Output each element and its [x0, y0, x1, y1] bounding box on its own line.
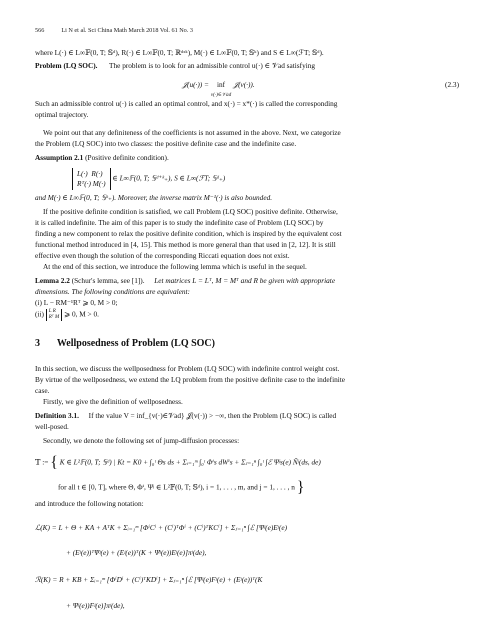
para-if-2: it is called indefinite. The aim of this paper is to study the indefinite case of Problem (LQ SOC) by — [35, 218, 324, 227]
para-section-4: Firstly, we give the definition of wellposedness. — [43, 397, 183, 406]
notation-L-line-1: ℒ(K) = L + Θ + KA + AᵀK + Σᵢ₌₁ᵐ [ΦⁱCⁱ + (Cⁱ)ᵀΦⁱ + (Cⁱ)ᵀKCⁱ] + Σⱼ₌₁ⁿ ∫ℰ [Ψʲ(e)Eʲ(e) — [35, 523, 288, 532]
lemma-matrix — [46, 309, 62, 321]
para-secondly: Secondly, we denote the following set of jump-diffusion processes: — [43, 436, 240, 445]
section-heading — [35, 339, 459, 348]
para-if-6: At the end of this section, we introduce the following lemma which is useful in the sequel. — [43, 262, 307, 271]
lemma-label: Lemma 2.2 — [35, 276, 70, 285]
page-number: 566 — [35, 27, 45, 34]
matrix-a22: M(·) — [92, 179, 106, 188]
section-title: Wellposedness of Problem (LQ SOC) — [56, 338, 215, 349]
notation-R-line-1: ℛ(K) = R + KB + Σᵢ₌₁ᵐ [ΦⁱDⁱ + (Cⁱ)ᵀKDⁱ] + Σⱼ₌₁ⁿ ∫ℰ [Ψʲ(e)Fʲ(e) + (Eʲ(e))ᵀ(K — [35, 575, 263, 584]
notation-L-line-2: + (Eʲ(e))ᵀΨʲ(e) + (Eʲ(e))ᵀ(K + Ψʲ(e))Eʲ(e)]πʲ(de), — [66, 548, 207, 557]
assumption-title: (Positive definite condition). — [85, 153, 169, 162]
lemma-text-1: Let matrices L = Lᵀ, M = Mᵀ and R be given with appropriate — [154, 276, 336, 285]
para-section-2: By virtue of the wellposedness, we extend the LQ problem from the positive definite case to the indefinite — [35, 375, 346, 384]
lemma-text-2: dimensions. The following conditions are equivalent: — [35, 287, 190, 296]
lemma-m21: Rᵀ — [48, 315, 54, 320]
set-lhs: 𝕋 := — [35, 457, 49, 467]
set-cond: for all t ∈ [0, T], where Θ, Φⁱ, Ψʲ ∈ L²𝔽(0, T; 𝕊ᵈ), i = 1, . . . , m, and j = 1, . . . , n — [58, 482, 295, 492]
para-point-out-1: We point out that any definiteness of the coefficients is not assumed in the above. Next, we categorize — [43, 128, 341, 137]
eq23-lhs: 𝒥(u(·)) = — [182, 80, 209, 89]
assumption-matrix — [72, 168, 225, 190]
equation-2-3 — [182, 80, 255, 99]
assumption-tail: and M(·) ∈ L∞𝔽(0, T; 𝕊ᵏ₊). Moreover, the inverse matrix M⁻¹(·) is also bounded. — [35, 193, 273, 202]
lemma-m12: R — [52, 309, 56, 314]
lemma-m11: L — [48, 309, 52, 314]
lemma-item2-post: ⩾ 0, M > 0. — [64, 309, 99, 319]
matrix-rhs: ∈ L∞𝔽(0, T; 𝕊ᵈ⁺ᵏ₊), S ∈ L∞(ℱT; 𝕊ᵈ₊) — [112, 173, 226, 183]
problem-text: The problem is to look for an admissible control u(·) ∈ 𝒱ad satisfying — [109, 61, 316, 70]
para-section-3: case. — [35, 386, 50, 395]
set-condition — [58, 479, 304, 497]
para-introduce: and introduce the following notation: — [35, 499, 144, 508]
definition-heading — [35, 411, 459, 420]
para-if-1: If the positive definite condition is satisfied, we call Problem (LQ SOC) positive definite. Otherwise, — [43, 207, 338, 216]
assumption-heading — [35, 153, 459, 162]
para-optimal-1: Such an admissible control u(·) is called an optimal control, and x(·) = x*(·) is called the corresponding — [35, 99, 338, 108]
para-if-5: effective even though the solution of the corresponding Riccati equation does not exist. — [35, 251, 290, 260]
para-if-3: finding a new component to relax the positive definite condition, which is inspired by the equivalent cost — [35, 229, 342, 238]
eq23-rhs: 𝒥(v(·)). — [233, 80, 255, 89]
eq23-sub: v(·)∈𝒱ad — [210, 92, 232, 98]
para-optimal-2: optimal trajectory. — [35, 110, 89, 119]
block-matrix — [72, 168, 111, 190]
lemma-item-1: (i) L − RM⁻¹Rᵀ ⩾ 0, M > 0; — [35, 298, 118, 307]
lemma-item-2 — [35, 309, 459, 321]
matrix-a21: Rᵀ(·) — [77, 179, 91, 188]
eq23-number: (2.3) — [445, 80, 459, 89]
para-section-1: In this section, we discuss the wellposedness for Problem (LQ SOC) with indefinite control weight cost. — [35, 364, 340, 373]
definition-text-1: If the value V = inf_{v(·)∈𝒱ad} 𝒥(v(·)) > −∞, then the Problem (LQ SOC) is called — [88, 411, 337, 420]
problem-statement — [35, 61, 459, 70]
para-if-4: functional method introduced in [4, 15]. This method is more general than that used in [2, 12]. It is still — [35, 240, 336, 249]
problem-label: Problem (LQ SOC). — [35, 61, 98, 70]
matrix-a12: R(·) — [91, 169, 103, 178]
lemma-item2-pre: (ii) — [35, 309, 44, 319]
para-point-out-2: the Problem (LQ SOC) into two classes: the positive definite case and the indefinite case. — [35, 139, 297, 148]
right-brace: } — [296, 479, 305, 496]
eq23-inf: inf — [216, 80, 226, 89]
lemma-title: (Schur's lemma, see [1]). — [71, 276, 145, 285]
matrix-a11: L(·) — [77, 169, 88, 178]
definition-label: Definition 3.1. — [35, 411, 79, 420]
lemma-heading — [35, 276, 459, 285]
definition-text-2: well-posed. — [35, 422, 69, 431]
section-number: 3 — [35, 338, 40, 349]
set-body: K ∈ L²𝔽(0, T; 𝕊ᵈ) | Kt = K0 + ∫₀ᵗ Θs ds + Σᵢ₌₁ᵐ ∫₀ᵗ Φⁱs dWⁱs + Σⱼ₌₁ⁿ ∫₀ᵗ ∫ℰ Ψʲs(e) Ñʲ(ds, de) — [59, 457, 321, 467]
assumption-label: Assumption 2.1 — [35, 153, 84, 162]
notation-R-line-2: + Ψʲ(e))Fʲ(e)]πʲ(de), — [66, 601, 125, 610]
para-where: where L(·) ∈ L∞𝔽(0, T; 𝕊ᵈ), R(·) ∈ L∞𝔽(0, T; ℝᵈˣᵏ), M(·) ∈ L∞𝔽(0, T; 𝕊ᵏ) and S ∈ L∞(ℱT; 𝕊ᵈ). — [35, 48, 324, 57]
set-definition — [35, 454, 321, 472]
lemma-m22: M — [55, 315, 60, 320]
running-title: Li N et al. Sci China Math March 2018 Vol. 61 No. 3 — [61, 27, 193, 34]
left-brace: { — [50, 454, 58, 471]
running-header — [35, 26, 459, 35]
